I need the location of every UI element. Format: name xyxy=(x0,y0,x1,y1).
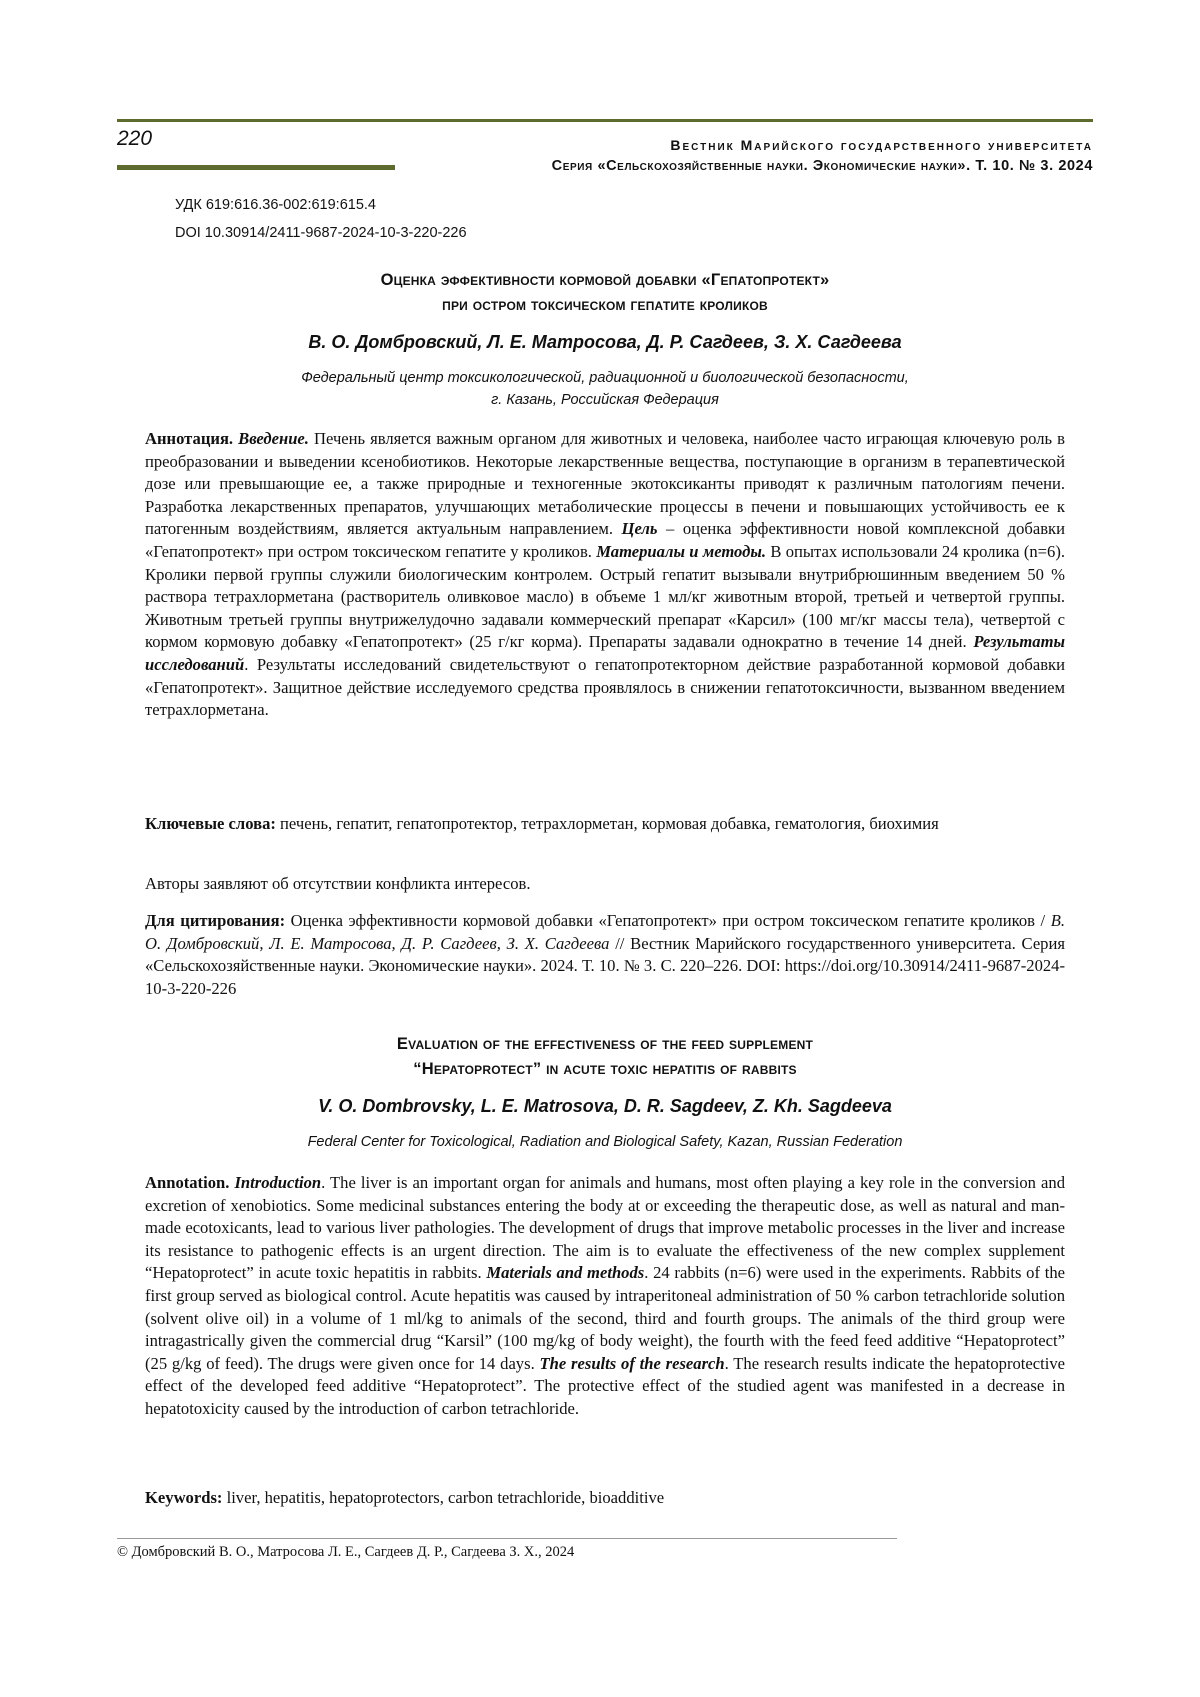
copyright: © Домбровский В. О., Матросова Л. Е., Сагдеев Д. Р., Сагдеева З. Х., 2024 xyxy=(117,1544,575,1560)
ru-title-line1: Оценка эффективности кормовой добавки «Гепатопротект» xyxy=(380,271,830,289)
en-abstract-label: Annotation. xyxy=(145,1173,230,1192)
ru-affiliation-line2: г. Казань, Российская Федерация xyxy=(491,392,719,408)
ru-title xyxy=(117,268,1093,318)
citation xyxy=(145,910,1065,1000)
en-title xyxy=(117,1032,1093,1082)
page-number: 220 xyxy=(117,127,153,150)
ru-abstract xyxy=(145,428,1065,722)
en-keywords-text: liver, hepatitis, hepatoprotectors, carbon tetrachloride, bioadditive xyxy=(222,1488,665,1507)
udc-code: УДК 619:616.36-002:619:615.4 xyxy=(175,197,376,213)
ru-abstract-label: Аннотация. xyxy=(145,429,234,448)
ru-methods-label: Материалы и методы. xyxy=(596,541,767,561)
journal-series-text: Серия «Сельскохозяйственные науки. Экономические науки». Т. 10. № 3. 2024 xyxy=(551,158,1093,174)
en-title-line1: Evaluation of the effectiveness of the feed supplement xyxy=(396,1035,814,1053)
citation-text-1: Оценка эффективности кормовой добавки «Гепатопротект» при остром токсическом гепатите кроликов / xyxy=(285,911,1051,930)
ru-intro-text: Печень является важным органом для животных и человека, наиболее часто играющая ключевую роль в преобразовании и выведении ксенобиотиков. Некоторые лекарственные вещества, поступающие в организм в терапевтической дозе или превышающие ее, а также природные и техногенные экотоксиканты приводят к различным патологиям печени. Разработка лекарственных препаратов, улучшающих метаболические процессы в печени и повышающих устойчивость ее к патогенным воздействиям, является актуальным направлением. xyxy=(145,429,1065,539)
ru-aim-label: Цель xyxy=(621,519,658,539)
journal-name xyxy=(670,137,1093,153)
en-results-text: . The research results indicate the hepatoprotective effect of the developed feed additive “Hepatoprotect”. The protective effect of the studied agent was manifested in a decrease in hepatotoxicity caused by the introduction of carbon tetrachloride. xyxy=(145,1353,1066,1418)
en-keywords xyxy=(145,1487,1065,1510)
footnote-rule xyxy=(117,1538,897,1539)
journal-name-text: Вестник Марийского государственного университета xyxy=(670,137,1093,153)
citation-authors: В. О. Домбровский, Л. Е. Матросова, Д. Р. Сагдеев, З. Х. Сагдеева xyxy=(145,911,1065,953)
en-title-line2: “Hepatoprotect” in acute toxic hepatitis of rabbits xyxy=(413,1060,797,1078)
ru-methods-text: В опытах использовали 24 кролика (n=6). Кролики первой группы служили биологическим контролем. Острый гепатит вызывали внутрибрюшинным введением 50 % раствора тетрахлорметана (растворитель оливковое масло) в объеме 1 мл/кг животным второй, третьей и четвертой группы. Животным третьей группы внутрижелудочно задавали коммерческий препарат «Карсил» (100 мг/кг массы тела), четвертой с кормом кормовую добавку «Гепатопротект» (25 г/кг корма). Препараты задавали однократно в течение 14 дней. xyxy=(145,541,1065,652)
header-accent-rule xyxy=(117,165,395,170)
ru-keywords-text: печень, гепатит, гепатопротектор, тетрахлорметан, кормовая добавка, гематология, биохимия xyxy=(275,814,939,833)
en-authors: V. O. Dombrovsky, L. E. Matrosova, D. R. Sagdeev, Z. Kh. Sagdeeva xyxy=(318,1096,892,1116)
en-intro-label: Introduction xyxy=(234,1173,322,1192)
ru-keywords-label: Ключевые слова: xyxy=(145,814,276,833)
en-methods-text: . 24 rabbits (n=6) were used in the experiments. Rabbits of the first group served as biological control. Acute hepatitis was caused by intraperitoneal administration of 50 % carbon tetrachloride solution (solvent olive oil) in a volume of 1 ml/kg to animals of the second, third and fourth groups. The animals of the third group were intragastrically given the commercial drug “Karsil” (100 mg/kg of body weight), the fourth with the feed feed additive “Hepatoprotect” (25 g/kg of feed). The drugs were given once for 14 days. xyxy=(145,1263,1065,1373)
ru-aim-text: – оценка эффективности новой комплексной добавки «Гепатопротект» при остром токсическом гепатите у кроликов. xyxy=(145,519,1065,561)
ru-results-label: Результаты исследований xyxy=(145,632,1065,674)
en-results-label: The results of the research xyxy=(539,1353,725,1373)
ru-title-line2: при остром токсическом гепатите кроликов xyxy=(442,296,768,314)
en-intro-text: . The liver is an important organ for animals and humans, most often playing a key role in the conversion and excretion of xenobiotics. Some medicinal substances entering the body at or exceeding the therapeutic dose, as well as natural and man-made ecotoxicants, lead to various liver pathologies. The development of drugs that improve metabolic processes in the liver and increase its resistance to pathogenic effects is an urgent direction. The aim is to evaluate the effectiveness of the new complex supplement “Hepatoprotect” in acute toxic hepatitis in rabbits. xyxy=(145,1173,1065,1283)
citation-text-2: // Вестник Марийского государственного университета. Серия «Сельскохозяйственные науки. Экономические науки». 2024. Т. 10. № 3. С. 220–226. DOI: https://doi.org/10.30914/2411-9687-2024-10-3-220-226 xyxy=(145,933,1065,998)
header-rule xyxy=(117,119,1093,122)
journal-series xyxy=(552,158,1093,174)
ru-affiliation-line1: Федеральный центр токсикологической, радиационной и биологической безопасности, xyxy=(301,370,909,386)
ru-affiliation xyxy=(117,367,1093,411)
ru-authors: В. О. Домбровский, Л. Е. Матросова, Д. Р. Сагдеев, З. Х. Сагдеева xyxy=(308,332,902,352)
doi: DOI 10.30914/2411-9687-2024-10-3-220-226 xyxy=(175,225,467,241)
en-methods-label: Materials and methods xyxy=(486,1263,645,1283)
citation-label: Для цитирования: xyxy=(145,911,286,930)
conflict-statement: Авторы заявляют об отсутствии конфликта интересов. xyxy=(145,874,531,893)
en-keywords-label: Keywords: xyxy=(145,1488,223,1507)
ru-intro-label: Введение. xyxy=(238,429,309,448)
en-abstract xyxy=(145,1172,1065,1421)
en-affiliation: Federal Center for Toxicological, Radiation and Biological Safety, Kazan, Russian Federation xyxy=(307,1134,903,1150)
ru-keywords xyxy=(145,813,1065,836)
ru-results-text: . Результаты исследований свидетельствуют о гепатопротекторном действие разработанной кормовой добавки «Гепатопротект». Защитное действие исследуемого средства проявлялось в снижении гепатотоксичности, вызванном введением тетрахлорметана. xyxy=(145,654,1065,720)
